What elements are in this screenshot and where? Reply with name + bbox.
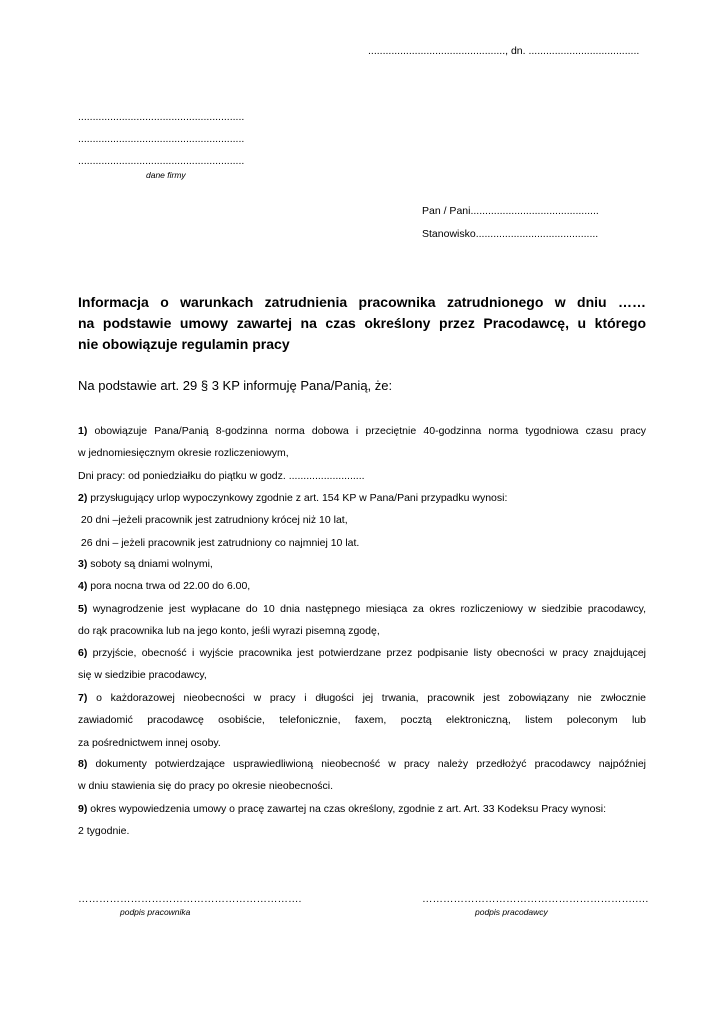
addressee-name: Pan / Pani............................................ xyxy=(422,205,599,217)
item-text: przysługujący urlop wypoczynkowy zgodnie z art. 154 KP w Pana/Pani przypadku wynosi: xyxy=(90,492,508,504)
item-number: 4) xyxy=(78,580,88,592)
item-text: pora nocna trwa od 22.00 do 6.00, xyxy=(90,580,251,592)
list-item xyxy=(78,598,646,643)
intro-text: Na podstawie art. 29 § 3 KP informuję Pana/Panią, że: xyxy=(78,378,393,393)
list-item xyxy=(78,420,646,487)
item-text: okres wypowiedzenia umowy o pracę zawartej na czas określony, zgodnie z art. Art. 33 Kodeksu Pracy wynosi: xyxy=(90,803,606,815)
item-number: 9) xyxy=(78,803,88,815)
company-line-2: ......................................................... xyxy=(78,133,245,145)
item-text: soboty są dniami wolnymi, xyxy=(90,558,213,570)
company-line-3: ......................................................... xyxy=(78,155,245,167)
title-line-1: Informacja o warunkach zatrudnienia pracownika zatrudnionego w dniu …… xyxy=(78,294,646,310)
title-line-3: nie obowiązuje regulamin pracy xyxy=(78,336,290,352)
item-text: w dniu stawienia się do pracy po okresie nieobecności. xyxy=(78,780,334,793)
item-text: za pośrednictwem innej osoby. xyxy=(78,736,221,749)
item-text: do rąk pracownika lub na jego konto, jeśli wyrazi pisemną zgodę, xyxy=(78,625,380,638)
item-text: obowiązuje Pana/Panią 8-godzinna norma dobowa i przeciętnie 40-godzinna norma tygodniowa czasu pracy xyxy=(94,425,646,437)
employee-signature-line: ………………………………………………………. xyxy=(78,893,302,905)
item-number: 6) xyxy=(78,647,88,659)
item-text: 2 tygodnie. xyxy=(78,825,130,838)
item-number: 7) xyxy=(78,692,88,704)
document-title xyxy=(78,292,646,355)
item-text: przyjście, obecność i wyjście pracownika jest potwierdzane przez podpisanie listy obecności w pracy znajdującej xyxy=(92,647,646,659)
item-number: 3) xyxy=(78,558,88,570)
list-item xyxy=(78,687,646,754)
company-line-1: ......................................................... xyxy=(78,111,245,123)
title-line-2: na podstawie umowy zawartej na czas określony przez Pracodawcę, u którego xyxy=(78,315,646,331)
list-item xyxy=(78,575,646,597)
item-text: Dni pracy: od poniedziałku do piątku w godz. .......................... xyxy=(78,469,365,482)
item-text: w jednomiesięcznym okresie rozliczeniowym, xyxy=(78,447,289,460)
item-text: zawiadomić pracodawcę osobiście, telefonicznie, faxem, pocztą elektroniczną, listem poleconym lub xyxy=(78,714,646,727)
employer-signature-line: …………………………………………………….…. xyxy=(422,893,649,905)
item-text: o każdorazowej nieobecności w pracy i długości jej trwania, pracownik jest zobowiązany nie zwłocznie xyxy=(96,692,647,704)
item-text: dokumenty potwierdzające usprawiedliwioną nieobecność w pracy należy przedłożyć pracodawcy najpóźniej xyxy=(95,758,646,770)
item-text: 20 dni –jeżeli pracownik jest zatrudniony krócej niż 10 lat, xyxy=(78,514,348,527)
list-item xyxy=(78,553,646,575)
list-item xyxy=(78,642,646,687)
list-item xyxy=(78,753,646,798)
employer-signature-caption: podpis pracodawcy xyxy=(475,907,548,917)
item-number: 1) xyxy=(78,425,88,437)
place-date-line: ..............................................., dn. ...................................... xyxy=(368,45,640,57)
item-text: wynagrodzenie jest wypłacane do 10 dnia następnego miesiąca za okres rozliczeniowy w siedzibie pracodawcy, xyxy=(92,603,646,615)
company-caption: dane firmy xyxy=(146,170,186,180)
list-item xyxy=(78,798,646,843)
item-number: 5) xyxy=(78,603,88,615)
employee-signature-caption: podpis pracownika xyxy=(120,907,191,917)
item-text: 26 dni – jeżeli pracownik jest zatrudniony co najmniej 10 lat. xyxy=(78,536,360,549)
addressee-position: Stanowisko.......................................... xyxy=(422,228,599,240)
item-number: 8) xyxy=(78,758,88,770)
item-number: 2) xyxy=(78,492,88,504)
list-item xyxy=(78,487,646,554)
item-text: się w siedzibie pracodawcy, xyxy=(78,669,207,682)
